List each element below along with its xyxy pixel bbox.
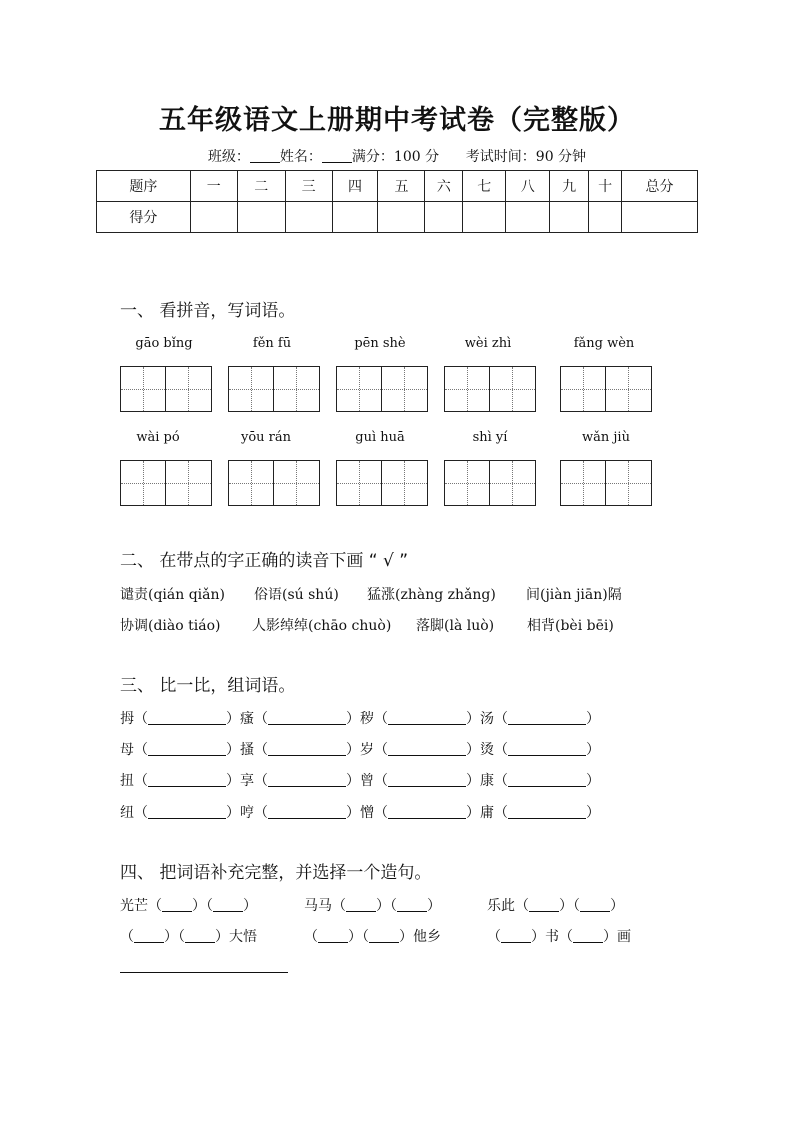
compare-char: 岁 xyxy=(360,742,374,758)
answer-blank[interactable] xyxy=(213,897,243,912)
header-cell: 五 xyxy=(378,171,425,202)
answer-blank[interactable] xyxy=(162,897,192,912)
pinyin-label: gāo bǐng xyxy=(135,336,193,351)
compare-char: 纽 xyxy=(120,805,134,821)
answer-blank[interactable] xyxy=(388,804,466,819)
header-cell: 十 xyxy=(589,171,622,202)
pinyin-label: pēn shè xyxy=(354,336,406,351)
compare-char: 瘙 xyxy=(240,711,254,727)
writing-box[interactable] xyxy=(228,366,320,412)
pinyin-label: yōu rán xyxy=(240,430,291,445)
class-label: 班级： xyxy=(207,149,250,165)
writing-box[interactable] xyxy=(444,460,536,506)
class-blank[interactable] xyxy=(250,148,280,163)
header-cell: 题序 xyxy=(97,171,191,202)
compare-char: 烫 xyxy=(480,742,494,758)
compare-row: 母（ ）搔（ ）岁（ ）烫（ ） xyxy=(120,742,600,758)
header-cell: 六 xyxy=(425,171,463,202)
section2-heading: 二、 在带点的字正确的读音下画 “ √ ” xyxy=(120,551,409,571)
answer-blank[interactable] xyxy=(508,710,586,725)
answer-blank[interactable] xyxy=(508,804,586,819)
score-cell[interactable] xyxy=(332,202,378,233)
name-blank[interactable] xyxy=(322,148,352,163)
table-score-row xyxy=(97,202,698,233)
pronunciation-item[interactable]: 俗语(sú shú) xyxy=(254,587,339,603)
pronunciation-item[interactable]: 人影绰绰(chāo chuò) xyxy=(252,618,392,634)
answer-blank[interactable] xyxy=(388,772,466,787)
pinyin-label: wèi zhì xyxy=(464,336,512,351)
writing-box[interactable] xyxy=(560,366,652,412)
pinyin-label: fǎng wèn xyxy=(573,336,635,351)
answer-blank[interactable] xyxy=(369,928,399,943)
compare-char: 憎 xyxy=(360,805,374,821)
section4-heading: 四、 把词语补充完整，并选择一个造句。 xyxy=(120,863,432,883)
sentence-answer-line[interactable] xyxy=(120,972,288,973)
pronunciation-item[interactable]: 落脚(là luò) xyxy=(416,618,495,634)
pronunciation-item[interactable]: 间(jiàn jiān)隔 xyxy=(526,587,622,603)
section3-heading: 三、 比一比，组词语。 xyxy=(120,676,296,696)
score-cell[interactable] xyxy=(622,202,698,233)
answer-blank[interactable] xyxy=(508,772,586,787)
idiom-item: 乐此（ ）（ ） xyxy=(487,898,624,914)
answer-blank[interactable] xyxy=(148,741,226,756)
compare-char: 享 xyxy=(240,773,254,789)
compare-char: 哼 xyxy=(240,805,254,821)
score-cell[interactable] xyxy=(463,202,506,233)
idiom-item: （ ）（ ）大悟 xyxy=(120,929,257,945)
answer-blank[interactable] xyxy=(573,928,603,943)
page-title: 五年级语文上册期中考试卷（完整版） xyxy=(159,105,635,136)
pronunciation-item[interactable]: 谴责(qián qiǎn) xyxy=(120,587,225,603)
score-table xyxy=(96,170,698,233)
header-cell: 二 xyxy=(237,171,285,202)
compare-char: 母 xyxy=(120,742,134,758)
section1-heading: 一、 看拼音，写词语。 xyxy=(120,301,296,321)
header-cell: 七 xyxy=(463,171,506,202)
compare-row: 纽（ ）哼（ ）憎（ ）庸（ ） xyxy=(120,805,600,821)
score-cell[interactable] xyxy=(550,202,589,233)
pronunciation-item[interactable]: 猛涨(zhàng zhǎng) xyxy=(367,587,496,603)
compare-char: 康 xyxy=(480,773,494,789)
pronunciation-item[interactable]: 协调(diào tiáo) xyxy=(120,618,221,634)
writing-box[interactable] xyxy=(444,366,536,412)
compare-char: 庸 xyxy=(480,805,494,821)
idiom-item: （ ）（ ）他乡 xyxy=(304,929,441,945)
writing-box[interactable] xyxy=(336,460,428,506)
header-cell: 总分 xyxy=(622,171,698,202)
compare-char: 汤 xyxy=(480,711,494,727)
table-header-row xyxy=(97,171,698,202)
score-cell[interactable] xyxy=(285,202,332,233)
score-cell[interactable] xyxy=(425,202,463,233)
compare-char: 搔 xyxy=(240,742,254,758)
full-score-text: 满分：100 分 xyxy=(351,149,440,165)
score-cell[interactable] xyxy=(506,202,550,233)
header-cell: 三 xyxy=(285,171,332,202)
pinyin-label: wài pó xyxy=(136,430,180,445)
score-cell[interactable] xyxy=(378,202,425,233)
pinyin-label: guì huā xyxy=(355,430,405,445)
writing-box[interactable] xyxy=(120,366,212,412)
writing-box[interactable] xyxy=(228,460,320,506)
name-label: 姓名： xyxy=(279,149,322,165)
compare-char: 曾 xyxy=(360,773,374,789)
score-cell[interactable] xyxy=(190,202,237,233)
compare-char: 扭 xyxy=(120,773,134,789)
pinyin-label: fěn fū xyxy=(252,336,292,351)
header-cell: 四 xyxy=(332,171,378,202)
answer-blank[interactable] xyxy=(134,928,164,943)
writing-box[interactable] xyxy=(560,460,652,506)
answer-blank[interactable] xyxy=(268,710,346,725)
compare-row: 拇（ ）瘙（ ）秽（ ）汤（ ） xyxy=(120,711,600,727)
exam-time-text: 考试时间：90 分钟 xyxy=(465,149,587,165)
header-cell: 八 xyxy=(506,171,550,202)
answer-blank[interactable] xyxy=(148,710,226,725)
compare-char: 拇 xyxy=(120,711,134,727)
idiom-item: （ ）书（ ）画 xyxy=(487,929,631,945)
exam-info-line xyxy=(0,146,794,166)
idiom-item: 光芒（ ）（ ） xyxy=(120,898,257,914)
score-label-cell: 得分 xyxy=(97,202,191,233)
answer-blank[interactable] xyxy=(268,741,346,756)
answer-blank[interactable] xyxy=(529,897,559,912)
answer-blank[interactable] xyxy=(397,897,427,912)
pinyin-label: wǎn jiù xyxy=(582,430,630,445)
answer-blank[interactable] xyxy=(268,772,346,787)
answer-blank[interactable] xyxy=(148,772,226,787)
answer-blank[interactable] xyxy=(388,710,466,725)
header-cell: 一 xyxy=(190,171,237,202)
idiom-item: 马马（ ）（ ） xyxy=(304,898,441,914)
pronunciation-item[interactable]: 相背(bèi bēi) xyxy=(527,618,614,634)
header-cell: 九 xyxy=(550,171,589,202)
writing-box[interactable] xyxy=(120,460,212,506)
compare-row: 扭（ ）享（ ）曾（ ）康（ ） xyxy=(120,773,600,789)
answer-blank[interactable] xyxy=(346,897,376,912)
answer-blank[interactable] xyxy=(501,928,531,943)
answer-blank[interactable] xyxy=(185,928,215,943)
score-cell[interactable] xyxy=(237,202,285,233)
answer-blank[interactable] xyxy=(148,804,226,819)
compare-char: 秽 xyxy=(360,711,374,727)
answer-blank[interactable] xyxy=(318,928,348,943)
answer-blank[interactable] xyxy=(580,897,610,912)
answer-blank[interactable] xyxy=(268,804,346,819)
score-cell[interactable] xyxy=(589,202,622,233)
writing-box[interactable] xyxy=(336,366,428,412)
answer-blank[interactable] xyxy=(508,741,586,756)
answer-blank[interactable] xyxy=(388,741,466,756)
pinyin-label: shì yí xyxy=(472,430,508,445)
